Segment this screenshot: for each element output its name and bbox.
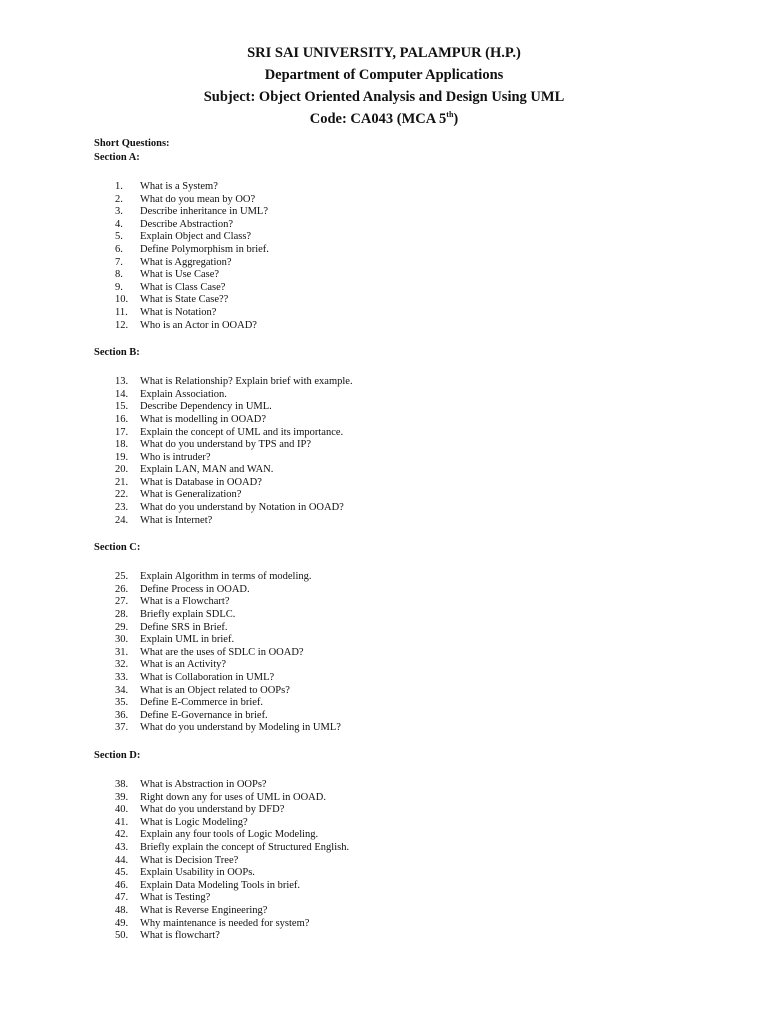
subject-title: Subject: Object Oriented Analysis and Design Using UML xyxy=(203,89,565,105)
question-item xyxy=(94,294,694,307)
question-text: Explain Algorithm in terms of modeling. xyxy=(140,571,312,583)
question-text: What do you understand by Modeling in UML? xyxy=(140,722,341,734)
question-number: 36. xyxy=(115,709,129,721)
question-number: 5. xyxy=(115,231,123,243)
question-text: What is a Flowchart? xyxy=(140,596,230,608)
question-text: Explain Association. xyxy=(140,388,227,400)
question-item xyxy=(94,439,694,452)
question-number: 32. xyxy=(115,659,129,671)
question-number: 29. xyxy=(115,621,129,633)
question-list xyxy=(94,571,694,735)
question-item xyxy=(94,659,694,672)
question-number: 28. xyxy=(115,609,129,621)
question-item xyxy=(94,307,694,320)
question-number: 44. xyxy=(115,854,129,866)
question-number: 17. xyxy=(115,426,129,438)
question-text: What is Aggregation? xyxy=(140,256,232,268)
question-text: Explain any four tools of Logic Modeling. xyxy=(140,829,319,841)
question-text: Describe inheritance in UML? xyxy=(140,206,268,218)
question-list xyxy=(94,181,694,332)
question-number: 26. xyxy=(115,583,129,595)
question-number: 11. xyxy=(115,306,128,318)
question-number: 10. xyxy=(115,294,129,306)
question-item xyxy=(94,515,694,528)
section-b xyxy=(94,346,694,527)
course-code xyxy=(0,108,768,130)
question-item xyxy=(94,855,694,868)
question-list xyxy=(94,376,694,527)
question-number: 20. xyxy=(115,464,129,476)
question-item xyxy=(94,842,694,855)
question-number: 27. xyxy=(115,596,129,608)
question-text: Right down any for uses of UML in OOAD. xyxy=(140,791,326,803)
question-item xyxy=(94,231,694,244)
question-item xyxy=(94,206,694,219)
question-item xyxy=(94,282,694,295)
question-item xyxy=(94,194,694,207)
question-number: 40. xyxy=(115,804,129,816)
question-number: 1. xyxy=(115,181,123,192)
question-text: Describe Abstraction? xyxy=(140,218,234,230)
question-item xyxy=(94,710,694,723)
question-item xyxy=(94,389,694,402)
question-text: What is Testing? xyxy=(140,892,211,904)
question-text: What is Notation? xyxy=(140,306,217,318)
question-item xyxy=(94,477,694,490)
question-text: Explain LAN, MAN and WAN. xyxy=(140,464,274,476)
question-number: 33. xyxy=(115,672,129,683)
question-text: What is State Case?? xyxy=(140,294,229,306)
question-number: 23. xyxy=(115,502,129,514)
question-number: 3. xyxy=(115,206,123,218)
question-item xyxy=(94,804,694,817)
document-header xyxy=(0,42,768,130)
course-code-superscript: th xyxy=(446,110,454,119)
question-item xyxy=(94,257,694,270)
course-code-suffix: ) xyxy=(453,111,459,127)
question-text: What do you understand by Notation in OOAD? xyxy=(140,502,344,514)
section-heading: Section B: xyxy=(94,347,140,359)
question-number: 49. xyxy=(115,917,129,929)
section-c xyxy=(94,541,694,735)
sections-container xyxy=(94,151,694,943)
question-text: What is Logic Modeling? xyxy=(140,816,248,828)
question-text: Explain Object and Class? xyxy=(140,231,252,243)
question-number: 31. xyxy=(115,646,129,658)
question-number: 18. xyxy=(115,439,129,451)
question-item xyxy=(94,829,694,842)
question-item xyxy=(94,685,694,698)
question-number: 41. xyxy=(115,816,129,828)
question-item xyxy=(94,672,694,685)
question-text: Briefly explain SDLC. xyxy=(140,609,236,621)
question-item xyxy=(94,414,694,427)
question-item xyxy=(94,464,694,477)
question-text: Explain UML in brief. xyxy=(140,634,235,646)
question-number: 12. xyxy=(115,319,129,331)
question-number: 6. xyxy=(115,243,123,255)
question-number: 45. xyxy=(115,867,129,879)
question-item xyxy=(94,867,694,880)
question-item xyxy=(94,880,694,893)
question-item xyxy=(94,219,694,232)
question-text: Who is intruder? xyxy=(140,451,211,463)
question-text: Describe Dependency in UML. xyxy=(140,401,272,413)
question-text: Define Process in OOAD. xyxy=(140,583,250,595)
question-text: What do you understand by TPS and IP? xyxy=(140,439,311,451)
question-text: Explain Data Modeling Tools in brief. xyxy=(140,879,301,891)
question-number: 42. xyxy=(115,829,129,841)
question-item xyxy=(94,584,694,597)
question-number: 25. xyxy=(115,571,129,583)
question-item xyxy=(94,722,694,735)
question-number: 7. xyxy=(115,256,123,268)
question-item xyxy=(94,489,694,502)
question-item xyxy=(94,269,694,282)
question-item xyxy=(94,596,694,609)
question-text: Define E-Governance in brief. xyxy=(140,709,268,721)
question-text: What is an Object related to OOPs? xyxy=(140,684,290,696)
question-number: 2. xyxy=(115,193,123,205)
short-questions-heading: Short Questions: xyxy=(94,138,170,149)
question-text: What is Internet? xyxy=(140,514,213,526)
question-text: What is Abstraction in OOPs? xyxy=(140,778,267,790)
question-text: What is Class Case? xyxy=(140,281,226,293)
question-item xyxy=(94,401,694,414)
question-text: Who is an Actor in OOAD? xyxy=(140,319,257,331)
question-list xyxy=(94,779,694,943)
question-number: 24. xyxy=(115,514,129,526)
section-a xyxy=(94,151,694,332)
question-number: 47. xyxy=(115,892,129,904)
question-text: What is Relationship? Explain brief with example. xyxy=(140,376,353,388)
question-item xyxy=(94,697,694,710)
question-item xyxy=(94,376,694,389)
question-number: 39. xyxy=(115,791,129,803)
course-code-prefix: Code: CA043 (MCA 5 xyxy=(309,111,447,127)
question-text: What is Use Case? xyxy=(140,269,220,281)
question-item xyxy=(94,502,694,515)
question-number: 9. xyxy=(115,281,123,293)
question-text: What are the uses of SDLC in OOAD? xyxy=(140,646,304,658)
question-number: 34. xyxy=(115,684,129,696)
question-item xyxy=(94,647,694,660)
question-text: What is Reverse Engineering? xyxy=(140,904,268,916)
question-number: 37. xyxy=(115,722,129,734)
question-text: Explain Usability in OOPs. xyxy=(140,867,255,879)
section-heading: Section A: xyxy=(94,152,140,163)
question-item xyxy=(94,571,694,584)
question-item xyxy=(94,452,694,465)
question-number: 13. xyxy=(115,376,129,388)
question-text: What do you understand by DFD? xyxy=(140,804,285,816)
question-item xyxy=(94,792,694,805)
question-text: Define Polymorphism in brief. xyxy=(140,243,269,255)
department-title: Department of Computer Applications xyxy=(264,67,504,83)
question-text: What is modelling in OOAD? xyxy=(140,413,266,425)
question-number: 35. xyxy=(115,697,129,709)
question-text: What is Generalization? xyxy=(140,489,242,501)
question-item xyxy=(94,892,694,905)
question-text: What is Decision Tree? xyxy=(140,854,239,866)
question-item xyxy=(94,918,694,931)
question-item xyxy=(94,779,694,792)
question-text: Explain the concept of UML and its importance. xyxy=(140,426,344,438)
question-number: 8. xyxy=(115,269,123,281)
question-content xyxy=(94,137,694,957)
section-heading: Section D: xyxy=(94,749,141,761)
question-text: What is a System? xyxy=(140,181,218,192)
question-item xyxy=(94,609,694,622)
question-number: 14. xyxy=(115,388,129,400)
question-number: 38. xyxy=(115,778,129,790)
section-d xyxy=(94,749,694,943)
university-title: SRI SAI UNIVERSITY, PALAMPUR (H.P.) xyxy=(247,45,521,61)
question-text: What is Collaboration in UML? xyxy=(140,672,275,683)
question-item xyxy=(94,930,694,943)
question-item xyxy=(94,817,694,830)
question-number: 15. xyxy=(115,401,129,413)
question-number: 21. xyxy=(115,476,129,488)
question-item xyxy=(94,320,694,333)
question-number: 46. xyxy=(115,879,129,891)
question-number: 22. xyxy=(115,489,129,501)
question-item xyxy=(94,905,694,918)
question-text: Define E-Commerce in brief. xyxy=(140,697,264,709)
question-number: 4. xyxy=(115,218,123,230)
question-text: Define SRS in Brief. xyxy=(140,621,228,633)
question-number: 19. xyxy=(115,451,129,463)
question-item xyxy=(94,634,694,647)
question-item xyxy=(94,622,694,635)
question-text: What is flowchart? xyxy=(140,930,220,942)
question-text: Why maintenance is needed for system? xyxy=(140,917,310,929)
question-number: 48. xyxy=(115,904,129,916)
question-item xyxy=(94,181,694,194)
question-number: 50. xyxy=(115,930,129,942)
question-number: 30. xyxy=(115,634,129,646)
question-number: 16. xyxy=(115,413,129,425)
question-item xyxy=(94,427,694,440)
question-text: Briefly explain the concept of Structured English. xyxy=(140,841,350,853)
question-text: What is an Activity? xyxy=(140,659,227,671)
question-text: What is Database in OOAD? xyxy=(140,476,262,488)
question-number: 43. xyxy=(115,841,129,853)
section-heading: Section C: xyxy=(94,542,141,554)
question-item xyxy=(94,244,694,257)
question-text: What do you mean by OO? xyxy=(140,193,256,205)
